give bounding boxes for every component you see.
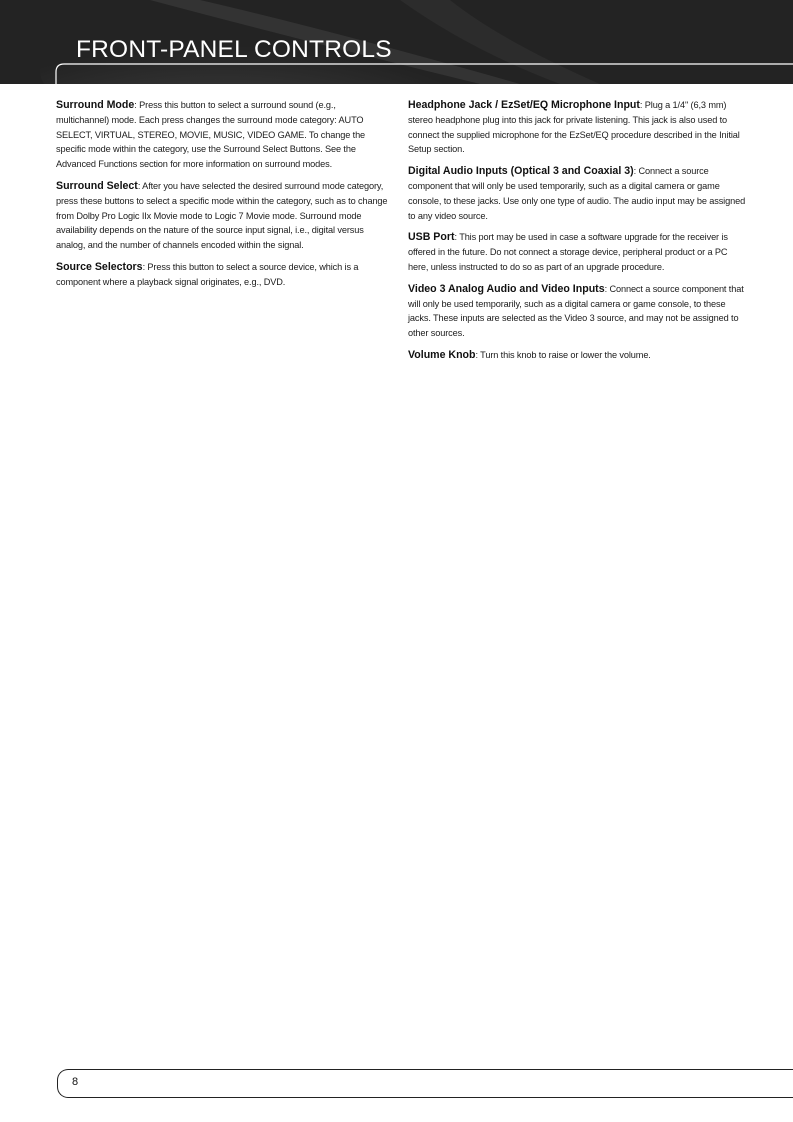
page-number: 8 bbox=[72, 1076, 79, 1088]
entry-description: : Press this button to select a surround sound (e.g., multichannel) mode. Each press changes the surround mode category: AUTO SELECT, VIRTUAL, STEREO, MOVIE, MUSIC, VIDEO GAME. To change the specific mode within the category, use the Surround Select Buttons. See the Advanced Functions section for more information on surround modes. bbox=[56, 100, 366, 170]
entry-term: Volume Knob bbox=[408, 348, 476, 361]
entry-term: Surround Mode bbox=[56, 99, 135, 111]
entry-term: USB Port bbox=[408, 231, 455, 244]
entry-digital-audio-inputs bbox=[408, 164, 746, 223]
entry-description: : After you have selected the desired surround mode category, press these buttons to select a specific mode within the category, such as to change from Dolby Pro Logic IIx Movie mode to Logic 7 Movie mode. Surround mode availability depends on the nature of the source input signal, i.e., digital versus analog, and the number of channels encoded within the signal. bbox=[56, 180, 388, 251]
header-band bbox=[0, 0, 793, 84]
entry-description: : Plug a 1/4" (6,3 mm) stereo headphone plug into this jack for private listening. This jack is also used to connect the supplied microphone for the EzSet/EQ procedure described in the Initial Setup section. bbox=[408, 100, 740, 155]
entry-description: : Turn this knob to raise or lower the volume. bbox=[475, 349, 651, 360]
entry-surround-mode bbox=[56, 98, 389, 172]
entry-headphone-jack bbox=[408, 98, 746, 157]
entry-description: : Connect a source component that will only be used temporarily, such as a digital camera or game console, to these jacks. Use only one type of audio. The audio input may be assigned to any video source. bbox=[408, 166, 746, 221]
right-column bbox=[408, 98, 746, 370]
content-columns bbox=[56, 98, 746, 370]
footer-bar bbox=[57, 1069, 793, 1098]
page-title: FRONT-PANEL CONTROLS bbox=[76, 36, 392, 63]
entry-source-selectors bbox=[56, 260, 389, 290]
entry-video-3-inputs bbox=[408, 282, 746, 341]
entry-term: Video 3 Analog Audio and Video Inputs bbox=[408, 282, 605, 295]
entry-usb-port bbox=[408, 230, 746, 274]
entry-description: : Connect a source component that will only be used temporarily, such as a digital camera or game console, to these jacks. These inputs are selected as the Video 3 source, and may not be assigned to other sources. bbox=[408, 283, 744, 339]
entry-term: Digital Audio Inputs (Optical 3 and Coaxial 3) bbox=[408, 165, 634, 178]
entry-term: Source Selectors bbox=[56, 260, 143, 273]
entry-description: : This port may be used in case a software upgrade for the receiver is offered in the future. Do not connect a storage device, peripheral product or a PC here, unless instructed to do so as part of an upgrade procedure. bbox=[408, 232, 728, 272]
left-column bbox=[56, 98, 389, 370]
entry-surround-select bbox=[56, 179, 389, 253]
entry-volume-knob bbox=[408, 348, 746, 363]
entry-term: Surround Select bbox=[56, 179, 138, 192]
entry-term: Headphone Jack / EzSet/EQ Microphone Input bbox=[408, 99, 640, 111]
entry-description: : Press this button to select a source device, which is a component where a playback signal originates, e.g., DVD. bbox=[56, 261, 359, 287]
